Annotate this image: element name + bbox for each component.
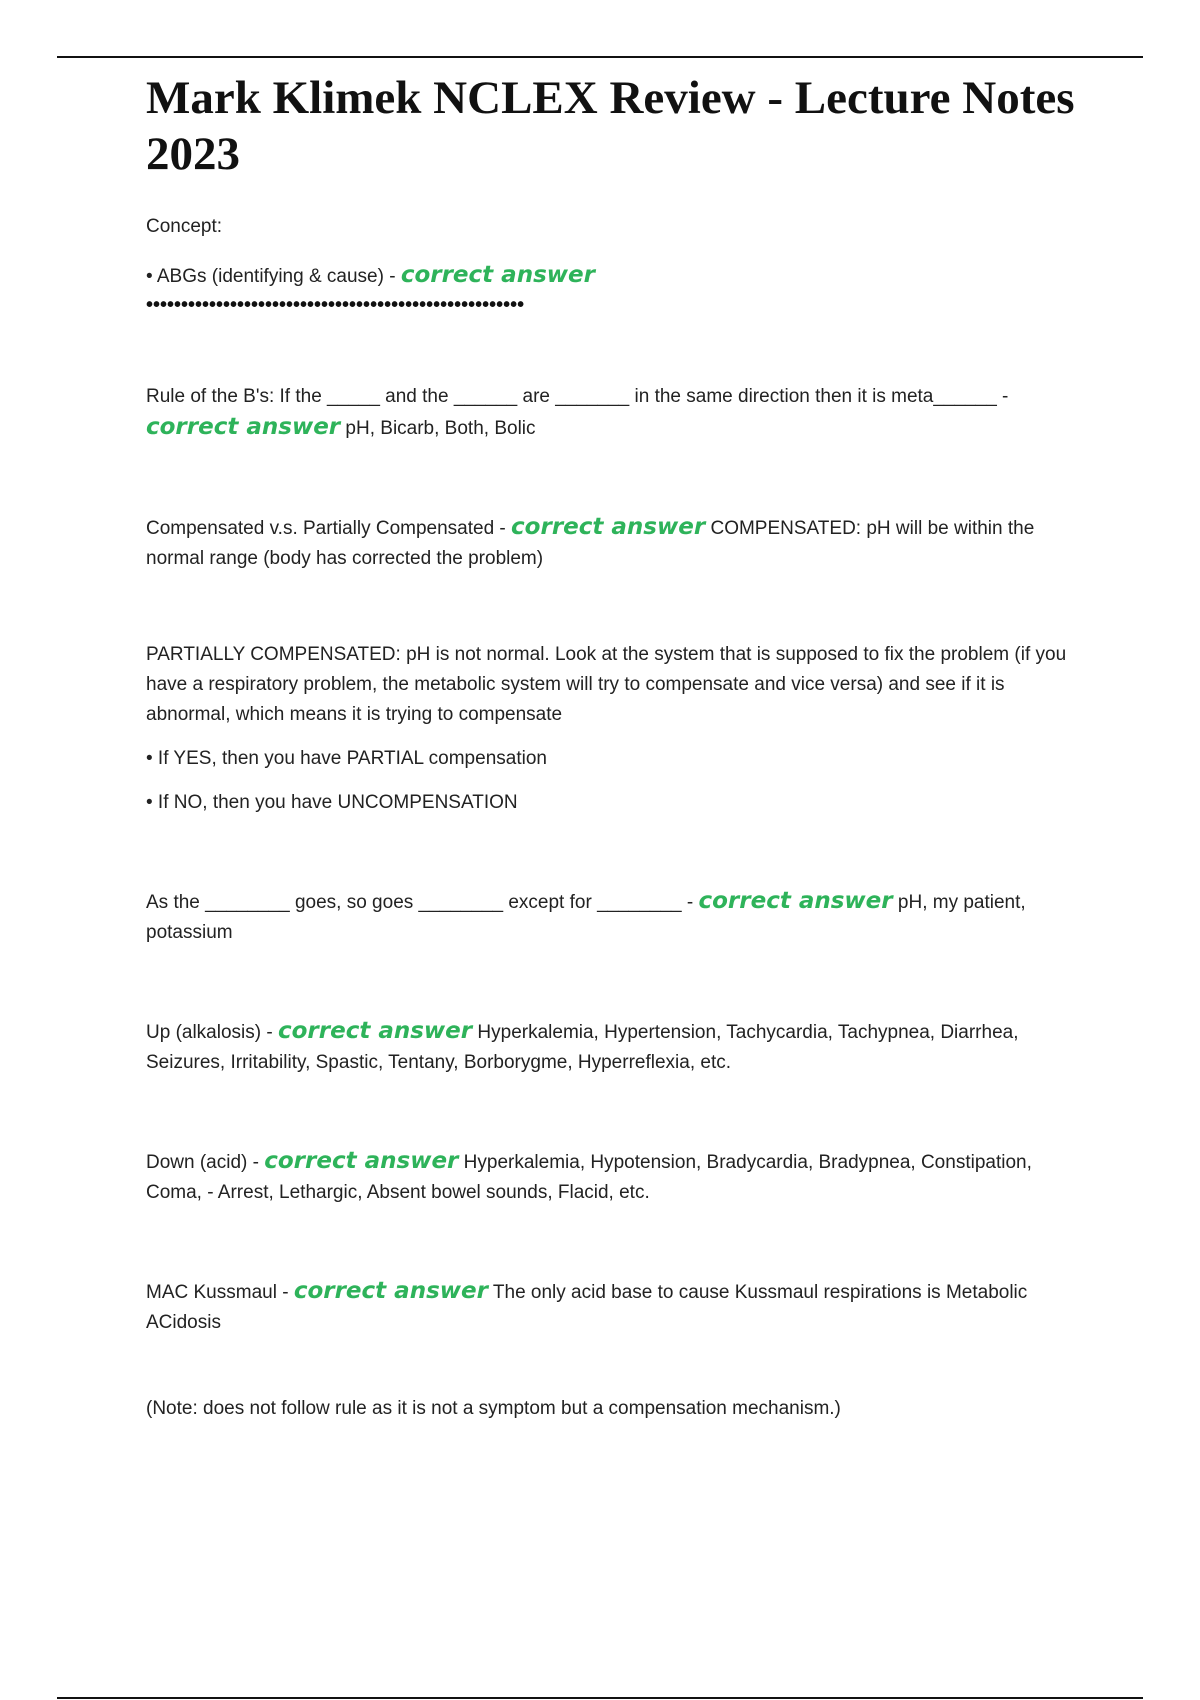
top-rule [57,56,1143,58]
answer-text: The only acid base to cause Kussmaul respirations is Metabolic ACidosis [146,1282,1028,1333]
correct-answer-label: correct answer [146,414,341,440]
document-body [146,70,1086,1424]
answer-text: pH, Bicarb, Both, Bolic [345,418,536,439]
qa-compensated [146,512,1086,574]
question-text: MAC Kussmaul - [146,1282,294,1303]
qa-rule-of-bs [146,382,1086,444]
correct-answer-label: correct answer [400,262,595,288]
answer-text: COMPENSATED: pH will be within the normal range (body has corrected the problem) [146,518,1035,569]
question-text: Down (acid) - [146,1152,265,1173]
document-title: Mark Klimek NCLEX Review - Lecture Notes 2023 [146,72,1075,180]
answer-text: Hyperkalemia, Hypertension, Tachycardia, Tachypnea, Diarrhea, Seizures, Irritability, Spastic, Tentany, Borborygme, Hyperreflexia, etc. [146,1022,1019,1073]
correct-answer-label: correct answer [264,1148,459,1174]
answer-text: pH, my patient, potassium [146,892,1026,943]
qa-as-the-ph-goes [146,886,1086,948]
question-text: As the ________ goes, so goes ________ except for ________ - [146,892,699,913]
qa-mac-kussmaul [146,1276,1086,1338]
bullet-yes: • If YES, then you have PARTIAL compensation [146,748,547,769]
question-text: Rule of the B's: If the _____ and the ______ are _______ in the same direction then it is meta______ - [146,386,1009,407]
correct-answer-label: correct answer [293,1278,488,1304]
concept-label: Concept: [146,216,223,237]
correct-answer-label: correct answer [277,1018,473,1044]
question-text: • ABGs (identifying & cause) - [146,266,401,287]
correct-answer-label: correct answer [511,514,706,540]
correct-answer-label: correct answer [698,888,893,914]
answer-text: Hyperkalemia, Hypotension, Bradycardia, Bradypnea, Constipation, Coma, - Arrest, Lethargic, Absent bowel sounds, Flacid, etc. [146,1152,1032,1203]
partially-compensated-text: PARTIALLY COMPENSATED: pH is not normal. Look at the system that is supposed to fix the problem (if you have a respiratory problem, the metabolic system will try to compensate and vice versa) and see if it is abnormal, which means it is trying to compensate [146,644,1067,725]
note-text: (Note: does not follow rule as it is not a symptom but a compensation mechanism.) [146,1398,841,1419]
bullet-no: • If NO, then you have UNCOMPENSATION [146,792,518,813]
qa-abgs [146,260,1086,292]
dot-leader: •••••••••••••••••••••••••••••••••••••••••••••••••••••• [146,294,525,316]
qa-up-alkalosis [146,1016,1086,1078]
question-text: Compensated v.s. Partially Compensated - [146,518,512,539]
bottom-rule [57,1697,1143,1699]
qa-down-acid [146,1146,1086,1208]
question-text: Up (alkalosis) - [146,1022,278,1043]
